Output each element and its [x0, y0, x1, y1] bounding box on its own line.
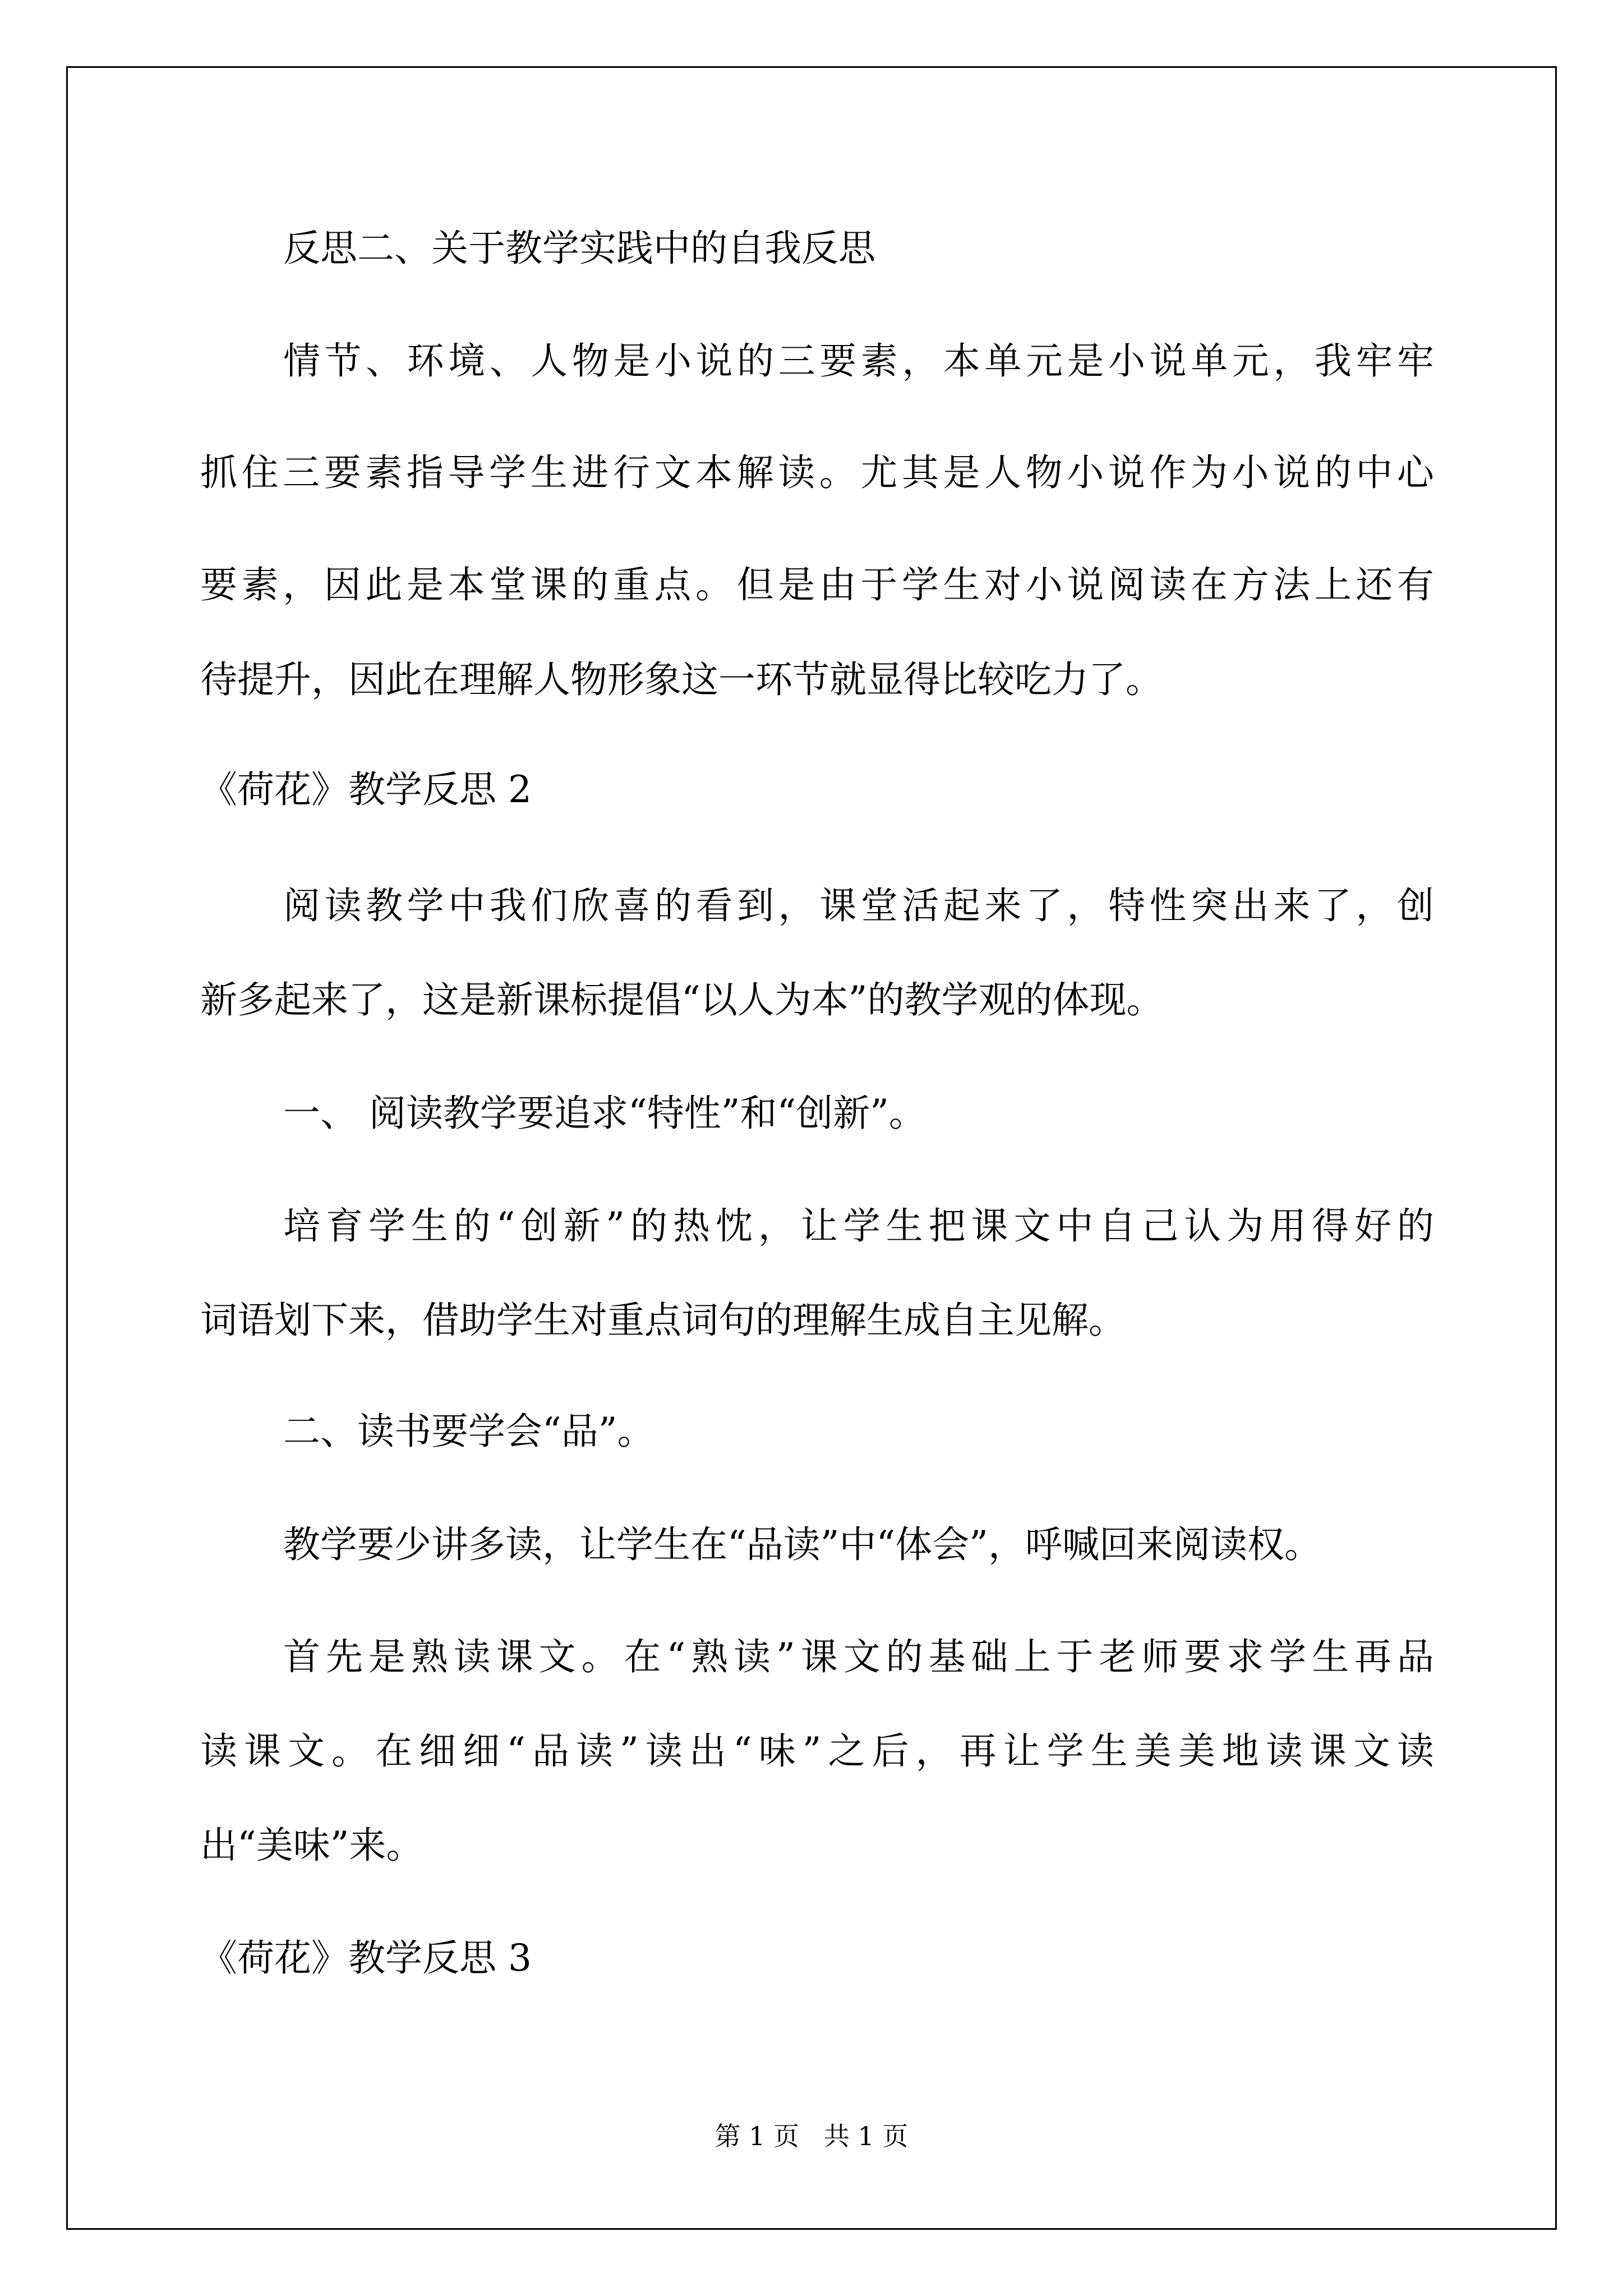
paragraph-line: 首先是熟读课文。在“熟读”课文的基础上于老师要求学生再品 [283, 1635, 1434, 1678]
paragraph-line: 抓住三要素指导学生进行文本解读。尤其是人物小说作为小说的中心 [200, 451, 1434, 494]
paragraph-line: 培育学生的“创新”的热忱，让学生把课文中自己认为用得好的 [283, 1204, 1434, 1248]
section-heading: 《荷花》教学反思 3 [200, 1936, 532, 1980]
page-number: 第 1 页 共 1 页 [714, 2121, 909, 2151]
paragraph-line: 阅读教学中我们欣喜的看到，课堂活起来了，特性突出来了，创 [283, 884, 1434, 927]
paragraph-line: 待提升，因此在理解人物形象这一环节就显得比较吃力了。 [200, 658, 1163, 701]
paragraph-line: 新多起来了，这是新课标提倡“以人为本”的教学观的体现。 [200, 978, 1164, 1022]
paragraph-line: 教学要少讲多读，让学生在“品读”中“体会”，呼喊回来阅读权。 [283, 1523, 1321, 1566]
section-heading: 《荷花》教学反思 2 [200, 768, 532, 811]
paragraph-line: 要素，因此是本堂课的重点。但是由于学生对小说阅读在方法上还有 [200, 563, 1434, 606]
paragraph-line: 二、读书要学会“品”。 [283, 1410, 654, 1453]
paragraph-line: 情节、环境、人物是小说的三要素，本单元是小说单元，我牢牢 [283, 339, 1434, 383]
paragraph-line: 反思二、关于教学实践中的自我反思 [283, 227, 875, 270]
page-border [66, 66, 1557, 2230]
paragraph-line: 出“美味”来。 [200, 1824, 423, 1867]
paragraph-line: 词语划下来，借助学生对重点词句的理解生成自主见解。 [200, 1299, 1126, 1342]
paragraph-line: 读课文。在细细“品读”读出“味”之后，再让学生美美地读课文读 [200, 1729, 1434, 1773]
paragraph-line: 一、 阅读教学要追求“特性”和“创新”。 [283, 1092, 926, 1135]
